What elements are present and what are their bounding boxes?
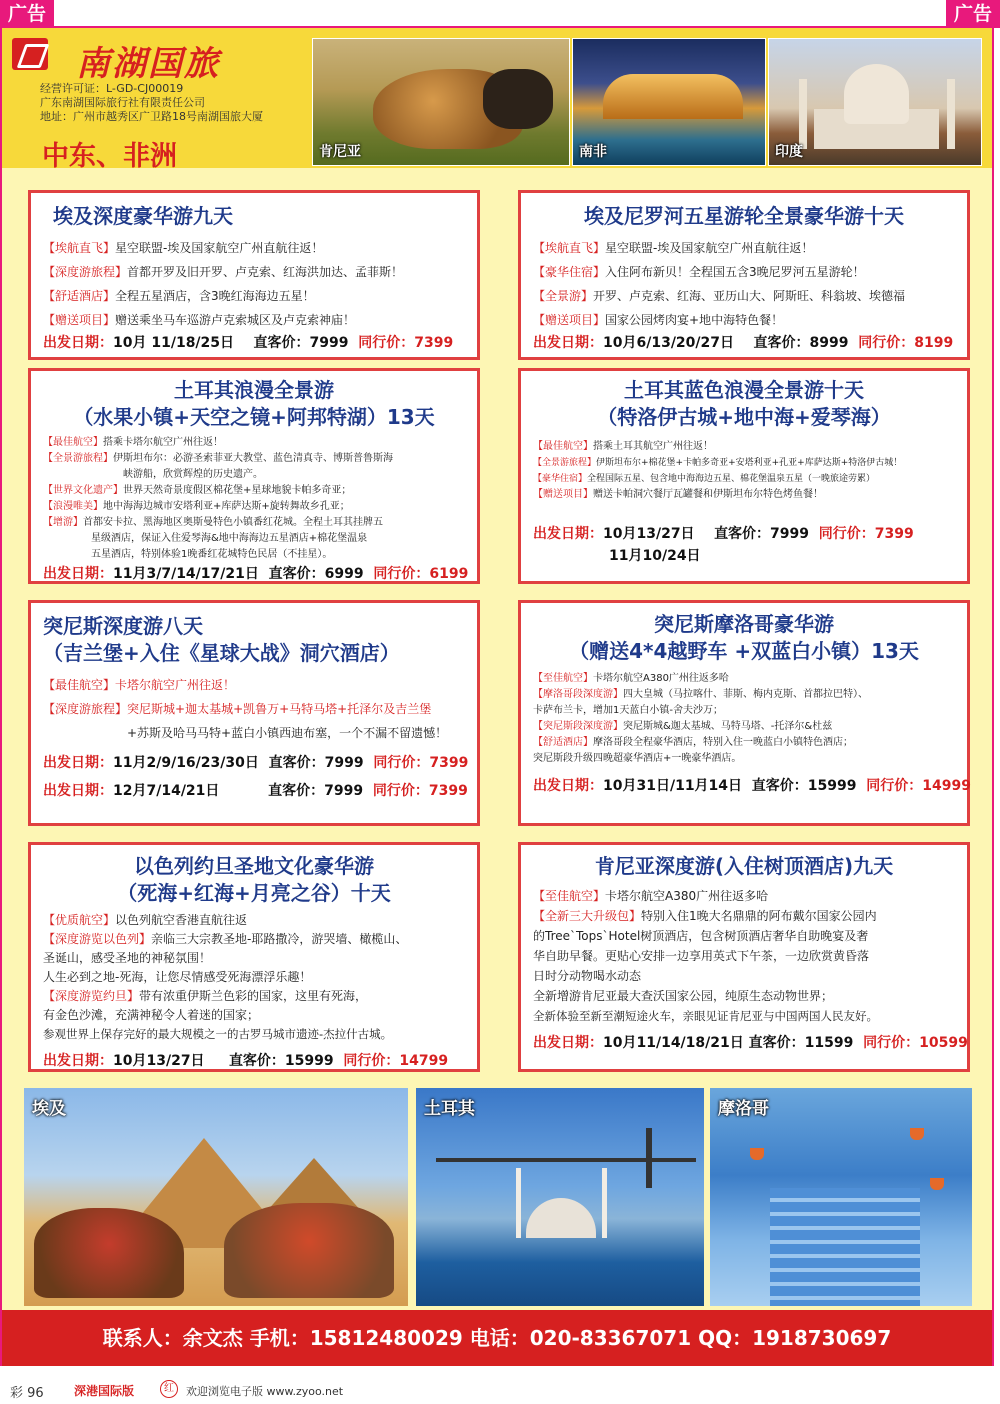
direct-price: 直客价：7999 <box>714 526 810 542</box>
bridge-shape <box>436 1158 696 1162</box>
row-text: 四大皇城（马拉喀什、菲斯、梅内克斯、首都拉巴特）、 <box>623 689 868 700</box>
brand-name: 南湖国旅 <box>76 44 220 84</box>
departure-row <box>43 749 469 777</box>
photo-caption: 印度 <box>775 144 803 160</box>
minaret-shape <box>602 1168 607 1238</box>
row-text: 卡塔尔航空广州往返！ <box>115 678 236 692</box>
tour-row <box>43 987 465 1006</box>
row-tag: 【深度游旅程】 <box>43 265 128 279</box>
flower-pot-shape <box>930 1178 944 1190</box>
camel-shape <box>224 1203 394 1298</box>
row-tag: 【深度游览约旦】 <box>43 989 140 1003</box>
tour-row <box>43 930 465 949</box>
tour-title-line2: （死海+红海+月亮之谷）十天 <box>117 881 391 905</box>
photo-caption: 摩洛哥 <box>718 1099 769 1119</box>
row-tag: 【赠送项目】 <box>533 313 606 327</box>
row-text: 全程五星酒店，含3晚红海海边五星！ <box>115 289 315 303</box>
tour-title-line2: （特洛伊古城+地中海+爱琴海） <box>597 405 891 429</box>
row-tag: 【至佳航空】 <box>533 673 593 684</box>
tour-title: 肯尼亚深度游(入住树顶酒店)九天 <box>594 854 894 878</box>
departure-label: 出发日期： <box>533 1035 603 1051</box>
departure-dates: 10月11/14/18/21日 <box>603 1035 744 1051</box>
row-tag: 【全景游旅程】 <box>533 458 597 468</box>
photo-caption: 南非 <box>579 144 607 160</box>
departure-dates: 10月 11/18/25日 <box>113 335 235 351</box>
photo-turkey <box>416 1088 704 1306</box>
row-tag: 【全新三大升级包】 <box>533 909 642 923</box>
minaret-shape <box>799 79 807 149</box>
tour-row <box>533 1006 955 1026</box>
tour-row <box>533 487 955 503</box>
departure-row <box>533 775 971 797</box>
row-tag: 【豪华住宿】 <box>533 474 588 484</box>
tour-row <box>533 687 955 703</box>
departure-label: 出发日期： <box>533 526 603 542</box>
photo-caption: 土耳其 <box>424 1099 475 1119</box>
tour-title-line2: （水果小镇+天空之镜+阿邦特湖）13天 <box>73 405 435 429</box>
row-text: 以色列航空香港直航往返 <box>115 913 248 927</box>
row-text: 突尼斯城&迦太基城、马特马塔、-托泽尔&杜兹 <box>623 721 833 732</box>
tour-row <box>533 439 955 455</box>
departure-label: 出发日期： <box>533 778 603 794</box>
photo-egypt <box>24 1088 408 1306</box>
tour-card-tunisia-morocco-13d[interactable] <box>518 600 970 826</box>
ad-page <box>0 26 994 1366</box>
tour-title: 埃及尼罗河五星游轮全景豪华游十天 <box>584 204 904 228</box>
mosque-shape <box>526 1198 596 1238</box>
tour-row <box>43 673 465 697</box>
row-text: 地中海海边城市安塔利亚+库萨达斯+旋转舞故乡孔亚； <box>103 501 350 512</box>
tour-title-line1: 以色列约旦圣地文化豪华游 <box>134 854 374 878</box>
direct-price: 直客价：11599 <box>748 1035 854 1051</box>
row-text: 国家公园烤肉宴+地中海特色餐！ <box>605 313 784 327</box>
departure-label: 出发日期： <box>43 566 113 582</box>
company: 广东南湖国际旅行社有限责任公司 <box>40 96 205 109</box>
direct-price: 直客价：7999 <box>253 335 349 351</box>
header <box>2 28 992 172</box>
row-tag: 【赠送项目】 <box>533 489 593 500</box>
row-tag: 【世界文化遗产】 <box>43 485 123 496</box>
peer-price: 同行价：7399 <box>818 526 914 542</box>
departure-dates: 12月7/14/21日 <box>113 783 220 799</box>
footer <box>0 1372 1000 1404</box>
row-text: 世界天然奇景度假区棉花堡+星球地貌卡帕多奇亚； <box>123 485 352 496</box>
tour-row <box>533 455 955 471</box>
ad-tag-right: 广告 <box>946 0 1000 28</box>
departure-dates: 10月13/27日 <box>603 526 695 542</box>
tour-title-line1: 突尼斯深度游八天 <box>43 614 203 638</box>
buffalo-shape <box>483 69 553 129</box>
tour-row <box>533 671 955 687</box>
direct-price: 直客价：6999 <box>268 566 364 582</box>
tour-title-line1: 突尼斯摩洛哥豪华游 <box>654 612 834 636</box>
tour-row <box>43 499 465 515</box>
direct-price: 直客价：15999 <box>751 778 857 794</box>
tour-title-line1: 土耳其浪漫全景游 <box>174 378 334 402</box>
departure-label: 出发日期： <box>533 335 603 351</box>
row-tag: 【豪华住宿】 <box>533 265 606 279</box>
peer-price: 同行价：14999 <box>866 778 971 794</box>
row-text: 带有浓重伊斯兰色彩的国家，这里有死海， <box>139 989 368 1003</box>
tour-row <box>43 911 465 930</box>
row-text: 全程国际五星、包含地中海海边五星、棉花堡温泉五星（一晚旅途劳累） <box>587 474 876 484</box>
row-tag: 【最佳航空】 <box>43 678 116 692</box>
tour-row <box>533 886 955 906</box>
tour-card-egypt-9d[interactable] <box>28 190 480 360</box>
row-tag: 【舒适酒店】 <box>43 289 116 303</box>
tour-row <box>43 284 465 308</box>
peer-price: 同行价：14799 <box>343 1053 449 1069</box>
row-tag: 【突尼斯段深度游】 <box>533 721 623 732</box>
tour-row <box>533 260 955 284</box>
tour-row <box>533 986 955 1006</box>
tour-card-tunisia-8d[interactable] <box>28 600 480 826</box>
direct-price: 直客价：7999 <box>268 755 364 771</box>
peer-price: 同行价：7399 <box>358 335 454 351</box>
tour-row <box>43 451 465 467</box>
row-tag: 【摩洛哥段深度游】 <box>533 689 623 700</box>
taj-dome-shape <box>844 64 909 124</box>
departure-dates: 11月2/9/16/23/30日 <box>113 755 259 771</box>
departure-dates: 11月10/24日 <box>609 548 701 564</box>
row-text: 赠送卡帕洞穴餐厅瓦罐餐和伊斯坦布尔特色烤鱼餐！ <box>593 489 823 500</box>
tour-card-turkey-13d[interactable] <box>28 368 480 584</box>
departure-row <box>43 777 468 805</box>
edition: 深港国际版 <box>74 1384 135 1398</box>
row-tag: 【至佳航空】 <box>533 889 606 903</box>
departure-dates: 10月31日/11月14日 <box>603 778 743 794</box>
tour-row <box>533 735 955 751</box>
departure-dates: 10月6/13/20/27日 <box>603 335 735 351</box>
row-tag: 【全景游旅程】 <box>43 453 113 464</box>
company-info <box>40 82 263 124</box>
peer-price: 同行价：7399 <box>373 755 469 771</box>
row-text-cont: 华自助早餐。更贴心安排一边享用英式下午茶，一边欣赏黄昏落 <box>533 949 870 963</box>
tour-title: 埃及深度豪华游九天 <box>53 204 233 228</box>
row-text: 首都安卡拉、黑海地区奥斯曼特色小镇番红花城。全程土耳其挂牌五 <box>83 517 383 528</box>
row-text: 首都开罗及旧开罗、卢克索、红海洪加达、孟菲斯！ <box>127 265 404 279</box>
tour-row <box>43 1025 465 1044</box>
tour-card-kenya-9d[interactable] <box>518 842 970 1072</box>
tour-row <box>533 719 955 735</box>
address: 地址：广州市越秀区广卫路18号南湖国旅大厦 <box>40 110 263 123</box>
row-text-cont: 的Tree`Tops`Hotel树顶酒店，包含树顶酒店奢华自助晚宴及奢 <box>533 929 869 943</box>
tour-row <box>533 284 955 308</box>
row-text: 亲临三大宗教圣地-耶路撒冷，游哭墙、橄榄山、 <box>151 932 408 946</box>
direct-price: 直客价：15999 <box>228 1053 334 1069</box>
row-tag: 【赠送项目】 <box>43 313 116 327</box>
license: 经营许可证：L-GD-CJ00019 <box>40 82 184 95</box>
tour-row <box>43 515 465 531</box>
row-text: 突尼斯城+迦太基城+凯鲁万+马特马塔+托泽尔及吉兰堡 <box>127 702 432 716</box>
row-tag: 【埃航直飞】 <box>43 241 116 255</box>
row-text: 搭乘土耳其航空广州往返！ <box>593 441 713 452</box>
ad-tag-left: 广告 <box>0 0 54 28</box>
peer-price: 同行价：10599 <box>863 1035 968 1051</box>
tour-row <box>533 471 955 487</box>
photo-kenya <box>312 38 570 166</box>
flower-pot-shape <box>750 1148 764 1160</box>
direct-price: 直客价：7999 <box>268 783 364 799</box>
departure-label: 出发日期： <box>43 755 113 771</box>
departure-label: 出发日期： <box>43 335 113 351</box>
minaret-shape <box>947 79 955 149</box>
region-title: 中东、非洲 <box>42 141 177 172</box>
tour-card-turkey-10d[interactable] <box>518 368 970 584</box>
tour-title-line1: 土耳其蓝色浪漫全景游十天 <box>624 378 864 402</box>
photo-caption: 埃及 <box>32 1099 66 1119</box>
tour-row <box>43 236 465 260</box>
row-text: 星空联盟-埃及国家航空广州直航往返！ <box>115 241 324 255</box>
tour-row <box>533 236 955 260</box>
row-text-cont: 圣诞山，感受圣地的神秘氛围！ <box>43 951 212 965</box>
row-text: 赠送乘坐马车巡游卢克索城区及卢克索神庙！ <box>115 313 356 327</box>
row-text-cont: 峡游船，欣赏辉煌的历史遗产。 <box>123 469 263 480</box>
departure-label: 出发日期： <box>43 1053 113 1069</box>
photo-caption: 肯尼亚 <box>319 144 361 160</box>
palace-shape <box>603 74 743 119</box>
departure-dates: 10月13/27日 <box>113 1053 205 1069</box>
photo-south-africa <box>572 38 766 166</box>
departure-row <box>533 332 955 354</box>
row-tag: 【最佳航空】 <box>533 441 593 452</box>
row-text-cont: 日时分动物喝水动态 <box>533 969 642 983</box>
bridge-tower-shape <box>646 1128 652 1188</box>
page-number: 彩 96 <box>10 1386 44 1401</box>
departure-row <box>43 1050 465 1072</box>
row-tag: 【增游】 <box>43 517 83 528</box>
extra-dates <box>533 545 955 567</box>
tour-card-nile-10d[interactable] <box>518 190 970 360</box>
tour-row <box>43 483 465 499</box>
departure-label: 出发日期： <box>43 783 113 799</box>
departure-row <box>533 523 955 545</box>
peer-price: 同行价：6199 <box>373 566 469 582</box>
photo-morocco <box>710 1088 972 1306</box>
row-text: 卡塔尔航空A380广州往返多哈 <box>593 673 729 684</box>
direct-price: 直客价：8999 <box>753 335 849 351</box>
tour-row <box>533 308 955 332</box>
peer-price: 同行价：8199 <box>858 335 954 351</box>
flower-pot-shape <box>910 1128 924 1140</box>
row-tag: 【最佳航空】 <box>43 437 103 448</box>
row-tag: 【埃航直飞】 <box>533 241 606 255</box>
camel-shape <box>34 1208 184 1298</box>
departure-row <box>533 1032 968 1054</box>
row-text: 星空联盟-埃及国家航空广州直航往返！ <box>605 241 814 255</box>
contact-bar: 联系人：余文杰 手机：15812480029 电话：020-83367071 QQ：1918730697 <box>2 1310 992 1366</box>
tour-title-line2: （吉兰堡+入住《星球大战》洞穴酒店） <box>43 641 400 665</box>
minaret-shape <box>516 1168 521 1238</box>
row-text: 摩洛哥段全程豪华酒店，特别入住一晚蓝白小镇特色酒店； <box>593 737 853 748</box>
row-text: 伊斯坦布尔+棉花堡+卡帕多奇亚+安塔利亚+孔亚+库萨达斯+特洛伊古城！ <box>596 458 903 468</box>
row-text: 伊斯坦布尔：必游圣索菲亚大教堂、蓝色清真寺、博斯普鲁斯海 <box>113 453 393 464</box>
website-link[interactable]: 欢迎浏览电子版 www.zyoo.net <box>186 1385 344 1398</box>
row-text-cont: 卡萨布兰卡，增加1天蓝白小镇-舍夫沙万； <box>533 705 723 716</box>
row-tag: 【优质航空】 <box>43 913 116 927</box>
row-tag: 【深度游旅程】 <box>43 702 128 716</box>
row-text: 全新增游肯尼亚最大查沃国家公园，纯原生态动物世界； <box>533 989 834 1003</box>
row-text-cont: 五星酒店，特别体验1晚番红花城特色民居（不挂星）。 <box>91 549 333 560</box>
tour-title-line2: （赠送4*4越野车 +双蓝白小镇）13天 <box>569 639 919 663</box>
row-text: 卡塔尔航空A380广州往返多哈 <box>605 889 769 903</box>
departure-dates: 11月3/7/14/17/21日 <box>113 566 259 582</box>
row-text: 参观世界上保存完好的最大规模之一的古罗马城市遗迹-杰拉什古城。 <box>43 1027 393 1041</box>
row-text: 全新体验至新至潮短途火车，亲眼见证肯尼亚与中国两国人民友好。 <box>533 1009 878 1023</box>
row-text-cont: 星级酒店，保证入住爱琴海&地中海海边五星酒店+棉花堡温泉 <box>91 533 368 544</box>
tour-row <box>43 308 465 332</box>
photo-india <box>768 38 982 166</box>
peer-price: 同行价：7399 <box>372 783 468 799</box>
row-text-cont: 有金色沙滩，充满神秘令人着迷的国家； <box>43 1008 260 1022</box>
row-text-cont: +苏斯及哈马马特+蓝白小镇西迪布塞，一个不漏不留遗憾！ <box>127 726 448 740</box>
stairs-shape <box>770 1188 920 1306</box>
row-text: 开罗、卢克索、红海、亚历山大、阿斯旺、科翁坡、埃德福 <box>593 289 906 303</box>
row-text: 入住阿布新贝！全程国五含3晚尼罗河五星游轮！ <box>605 265 865 279</box>
logo-icon <box>12 38 48 70</box>
tour-row <box>43 968 465 987</box>
row-text-cont: 突尼斯段升级四晚超豪华酒店+一晚豪华酒店。 <box>533 753 742 764</box>
row-tag: 【浪漫唯美】 <box>43 501 103 512</box>
tour-row <box>43 435 465 451</box>
row-text: 人生必到之地-死海，让您尽情感受死海漂浮乐趣！ <box>43 970 312 984</box>
departure-row <box>43 332 465 354</box>
row-text: 搭乘卡塔尔航空广州往返！ <box>103 437 223 448</box>
tour-row <box>533 906 955 926</box>
edition-badge: 红 <box>160 1380 178 1398</box>
tour-row <box>43 260 465 284</box>
departure-row <box>43 563 469 585</box>
tour-row <box>43 697 465 721</box>
row-tag: 【舒适酒店】 <box>533 737 593 748</box>
row-text: 特别入住1晚大名鼎鼎的阿布戴尔国家公园内 <box>641 909 877 923</box>
row-tag: 【深度游览以色列】 <box>43 932 152 946</box>
tour-card-israel-jordan-10d[interactable] <box>28 842 480 1072</box>
row-tag: 【全景游】 <box>533 289 594 303</box>
